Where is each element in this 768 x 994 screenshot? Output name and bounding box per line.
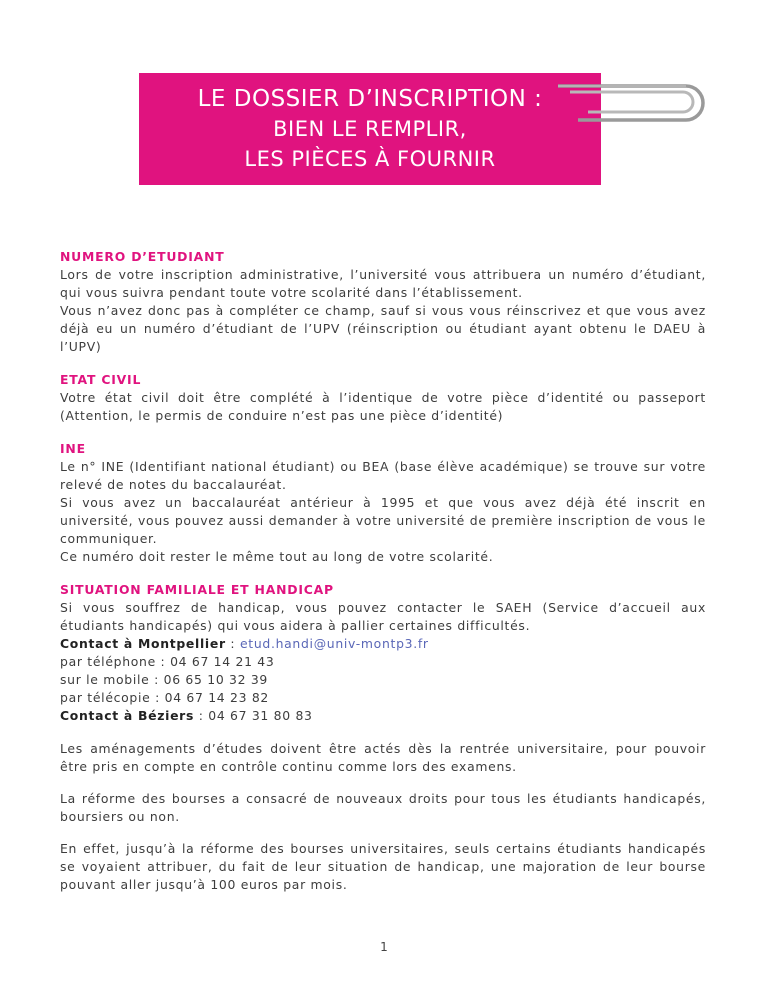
contact-label: Contact à Béziers bbox=[60, 708, 195, 723]
fax-line: par télécopie : 04 67 14 23 82 bbox=[60, 690, 270, 705]
section-heading: NUMERO D’ETUDIANT bbox=[60, 249, 225, 264]
paragraph: Le n° INE (Identifiant national étudiant) ou BEA (base élève académique) se trouve sur votre relevé de notes du baccalauréat. bbox=[60, 459, 706, 492]
section-heading: ETAT CIVIL bbox=[60, 372, 142, 387]
banner-line-3: LES PIÈCES À FOURNIR bbox=[244, 147, 496, 171]
paragraph-effet: En effet, jusqu’à la réforme des bourses universitaires, seuls certains étudiants handicapés se voyaient attribuer, du fait de leur situation de handicap, une majoration de leur bourse pouvant aller jusqu’à 100 euros par mois. bbox=[60, 841, 706, 892]
paragraph-reforme: La réforme des bourses a consacré de nouveaux droits pour tous les étudiants handicapés, boursiers ou non. bbox=[60, 791, 706, 824]
document-body bbox=[60, 248, 706, 894]
contact-value: : 04 67 31 80 83 bbox=[194, 708, 313, 723]
paragraph: Votre état civil doit être complété à l’identique de votre pièce d’identité ou passeport (Attention, le permis de conduire n’est pas une pièce d’identité) bbox=[60, 390, 706, 423]
paragraph: Ce numéro doit rester le même tout au long de votre scolarité. bbox=[60, 549, 494, 564]
separator: : bbox=[225, 636, 240, 651]
banner-line-2: BIEN LE REMPLIR, bbox=[273, 117, 467, 141]
section-numero-etudiant bbox=[60, 248, 706, 356]
mobile-line: sur le mobile : 06 65 10 32 39 bbox=[60, 672, 269, 687]
email-link[interactable]: etud.handi@univ-montp3.fr bbox=[239, 636, 429, 651]
paragraph: Si vous avez un baccalauréat antérieur à 1995 et que vous avez déjà été inscrit en université, vous pouvez aussi demander à votre université de première inscription de vous le communiquer. bbox=[60, 495, 706, 546]
section-handicap bbox=[60, 581, 706, 725]
section-heading: SITUATION FAMILIALE ET HANDICAP bbox=[60, 582, 334, 597]
title-banner bbox=[139, 73, 601, 185]
contact-montpellier bbox=[60, 635, 706, 653]
section-heading: INE bbox=[60, 441, 86, 456]
section-ine bbox=[60, 440, 706, 566]
paragraph: Lors de votre inscription administrative, l’université vous attribuera un numéro d’étudiant, qui vous suivra pendant toute votre scolarité dans l’établissement. bbox=[60, 267, 706, 300]
paragraph: Vous n’avez donc pas à compléter ce champ, sauf si vous vous réinscrivez et que vous avez déjà eu un numéro d’étudiant de l’UPV (réinscription ou étudiant ayant obtenu le DAEU à l’UPV) bbox=[60, 303, 706, 354]
paragraph-amenagements: Les aménagements d’études doivent être actés dès la rentrée universitaire, pour pouvoir être pris en compte en contrôle continu comme lors des examens. bbox=[60, 741, 706, 774]
paragraph: Si vous souffrez de handicap, vous pouvez contacter le SAEH (Service d’accueil aux étudiants handicapés) qui vous aidera à pallier certaines difficultés. bbox=[60, 600, 706, 633]
page-number: 1 bbox=[380, 940, 388, 954]
contact-beziers bbox=[60, 707, 706, 725]
section-etat-civil bbox=[60, 371, 706, 425]
contact-label: Contact à Montpellier bbox=[60, 636, 226, 651]
banner-line-1: LE DOSSIER D’INSCRIPTION : bbox=[197, 86, 543, 112]
phone-line: par téléphone : 04 67 14 21 43 bbox=[60, 654, 275, 669]
paperclip-icon bbox=[548, 76, 713, 126]
